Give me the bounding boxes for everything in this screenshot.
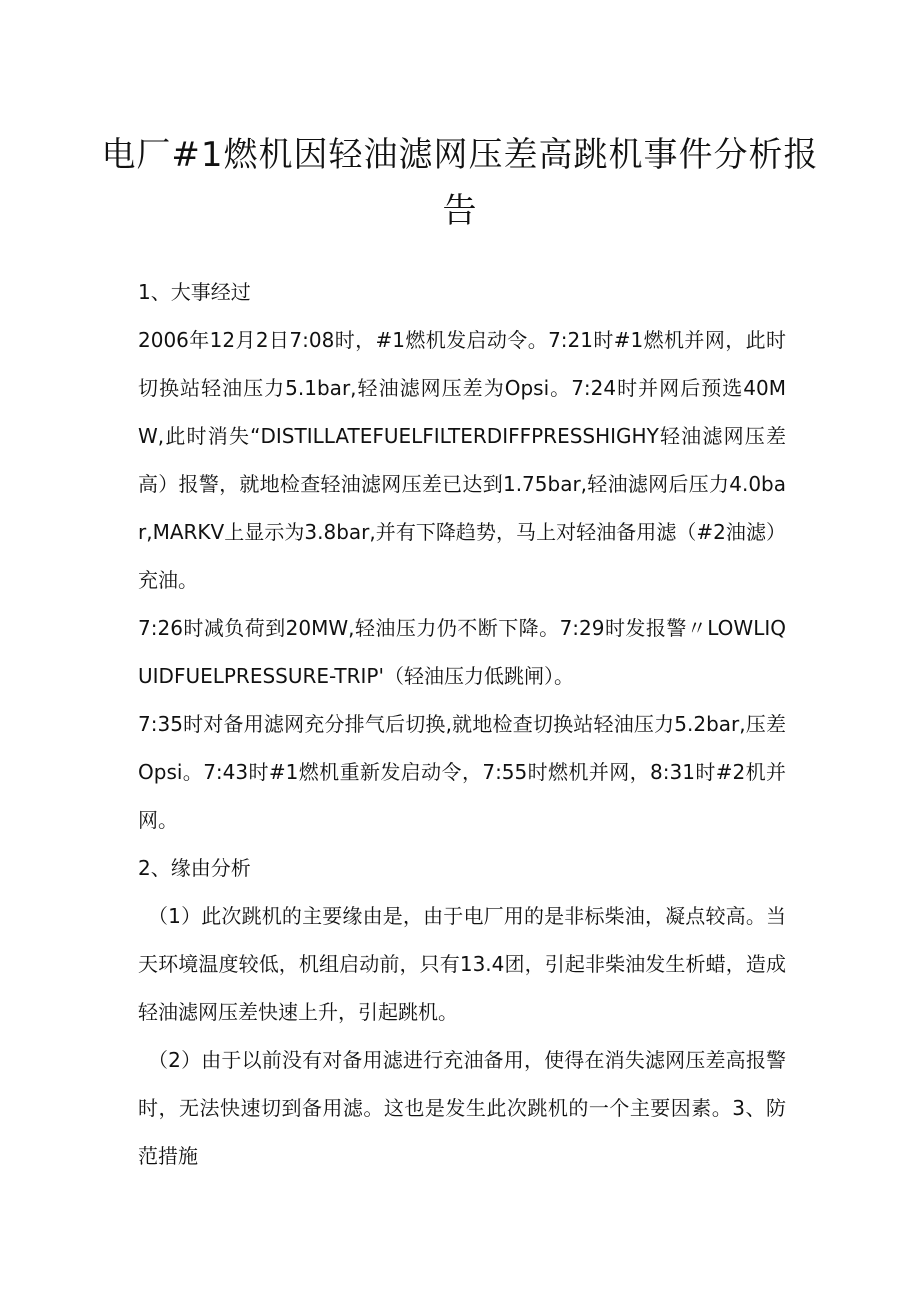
section-heading-1: 1、大事经过 (138, 280, 251, 304)
section-1-paragraph-2: 7:26时减负荷到20MW,轻油压力仍不断下降。7:29时发报警〃LOWLIQUIDFUELPRESSURE-TRIP'（轻油压力低跳闸）。 (138, 616, 786, 688)
section-2-paragraph-1: （1）此次跳机的主要缘由是，由于电厂用的是非标柴油，凝点较高。当天环境温度较低，机组启动前，只有13.4团，引起非柴油发生析蜡，造成轻油滤网压差快速上升，引起跳机。 (138, 904, 786, 1024)
section-1-paragraph-3: 7:35时对备用滤网充分排气后切换,就地检查切换站轻油压力5.2bar,压差Opsi。7:43时#1燃机重新发启动令，7:55时燃机并网，8:31时#2机并网。 (138, 712, 786, 832)
section-heading-2: 2、缘由分析 (138, 856, 251, 880)
document-body (138, 268, 786, 1180)
section-2-paragraph-2: （2）由于以前没有对备用滤进行充油备用，使得在消失滤网压差高报警时，无法快速切到备用滤。这也是发生此次跳机的一个主要因素。3、防范措施 (138, 1048, 786, 1168)
section-1-paragraph-1: 2006年12月2日7:08时，#1燃机发启动令。7:21时#1燃机并网，此时切换站轻油压力5.1bar,轻油滤网压差为Opsi。7:24时并网后预选40MW,此时消失“DISTILLATEFUELFILTERDIFFPRESSHIGHY轻油滤网压差高）报警，就地检查轻油滤网压差已达到1.75bar,轻油滤网后压力4.0bar,MARKV上显示为3.8bar,并有下降趋势，马上对轻油备用滤（#2油滤）充油。 (138, 328, 786, 592)
document-title: 电厂#1燃机因轻油滤网压差高跳机事件分析报告 (101, 135, 819, 231)
